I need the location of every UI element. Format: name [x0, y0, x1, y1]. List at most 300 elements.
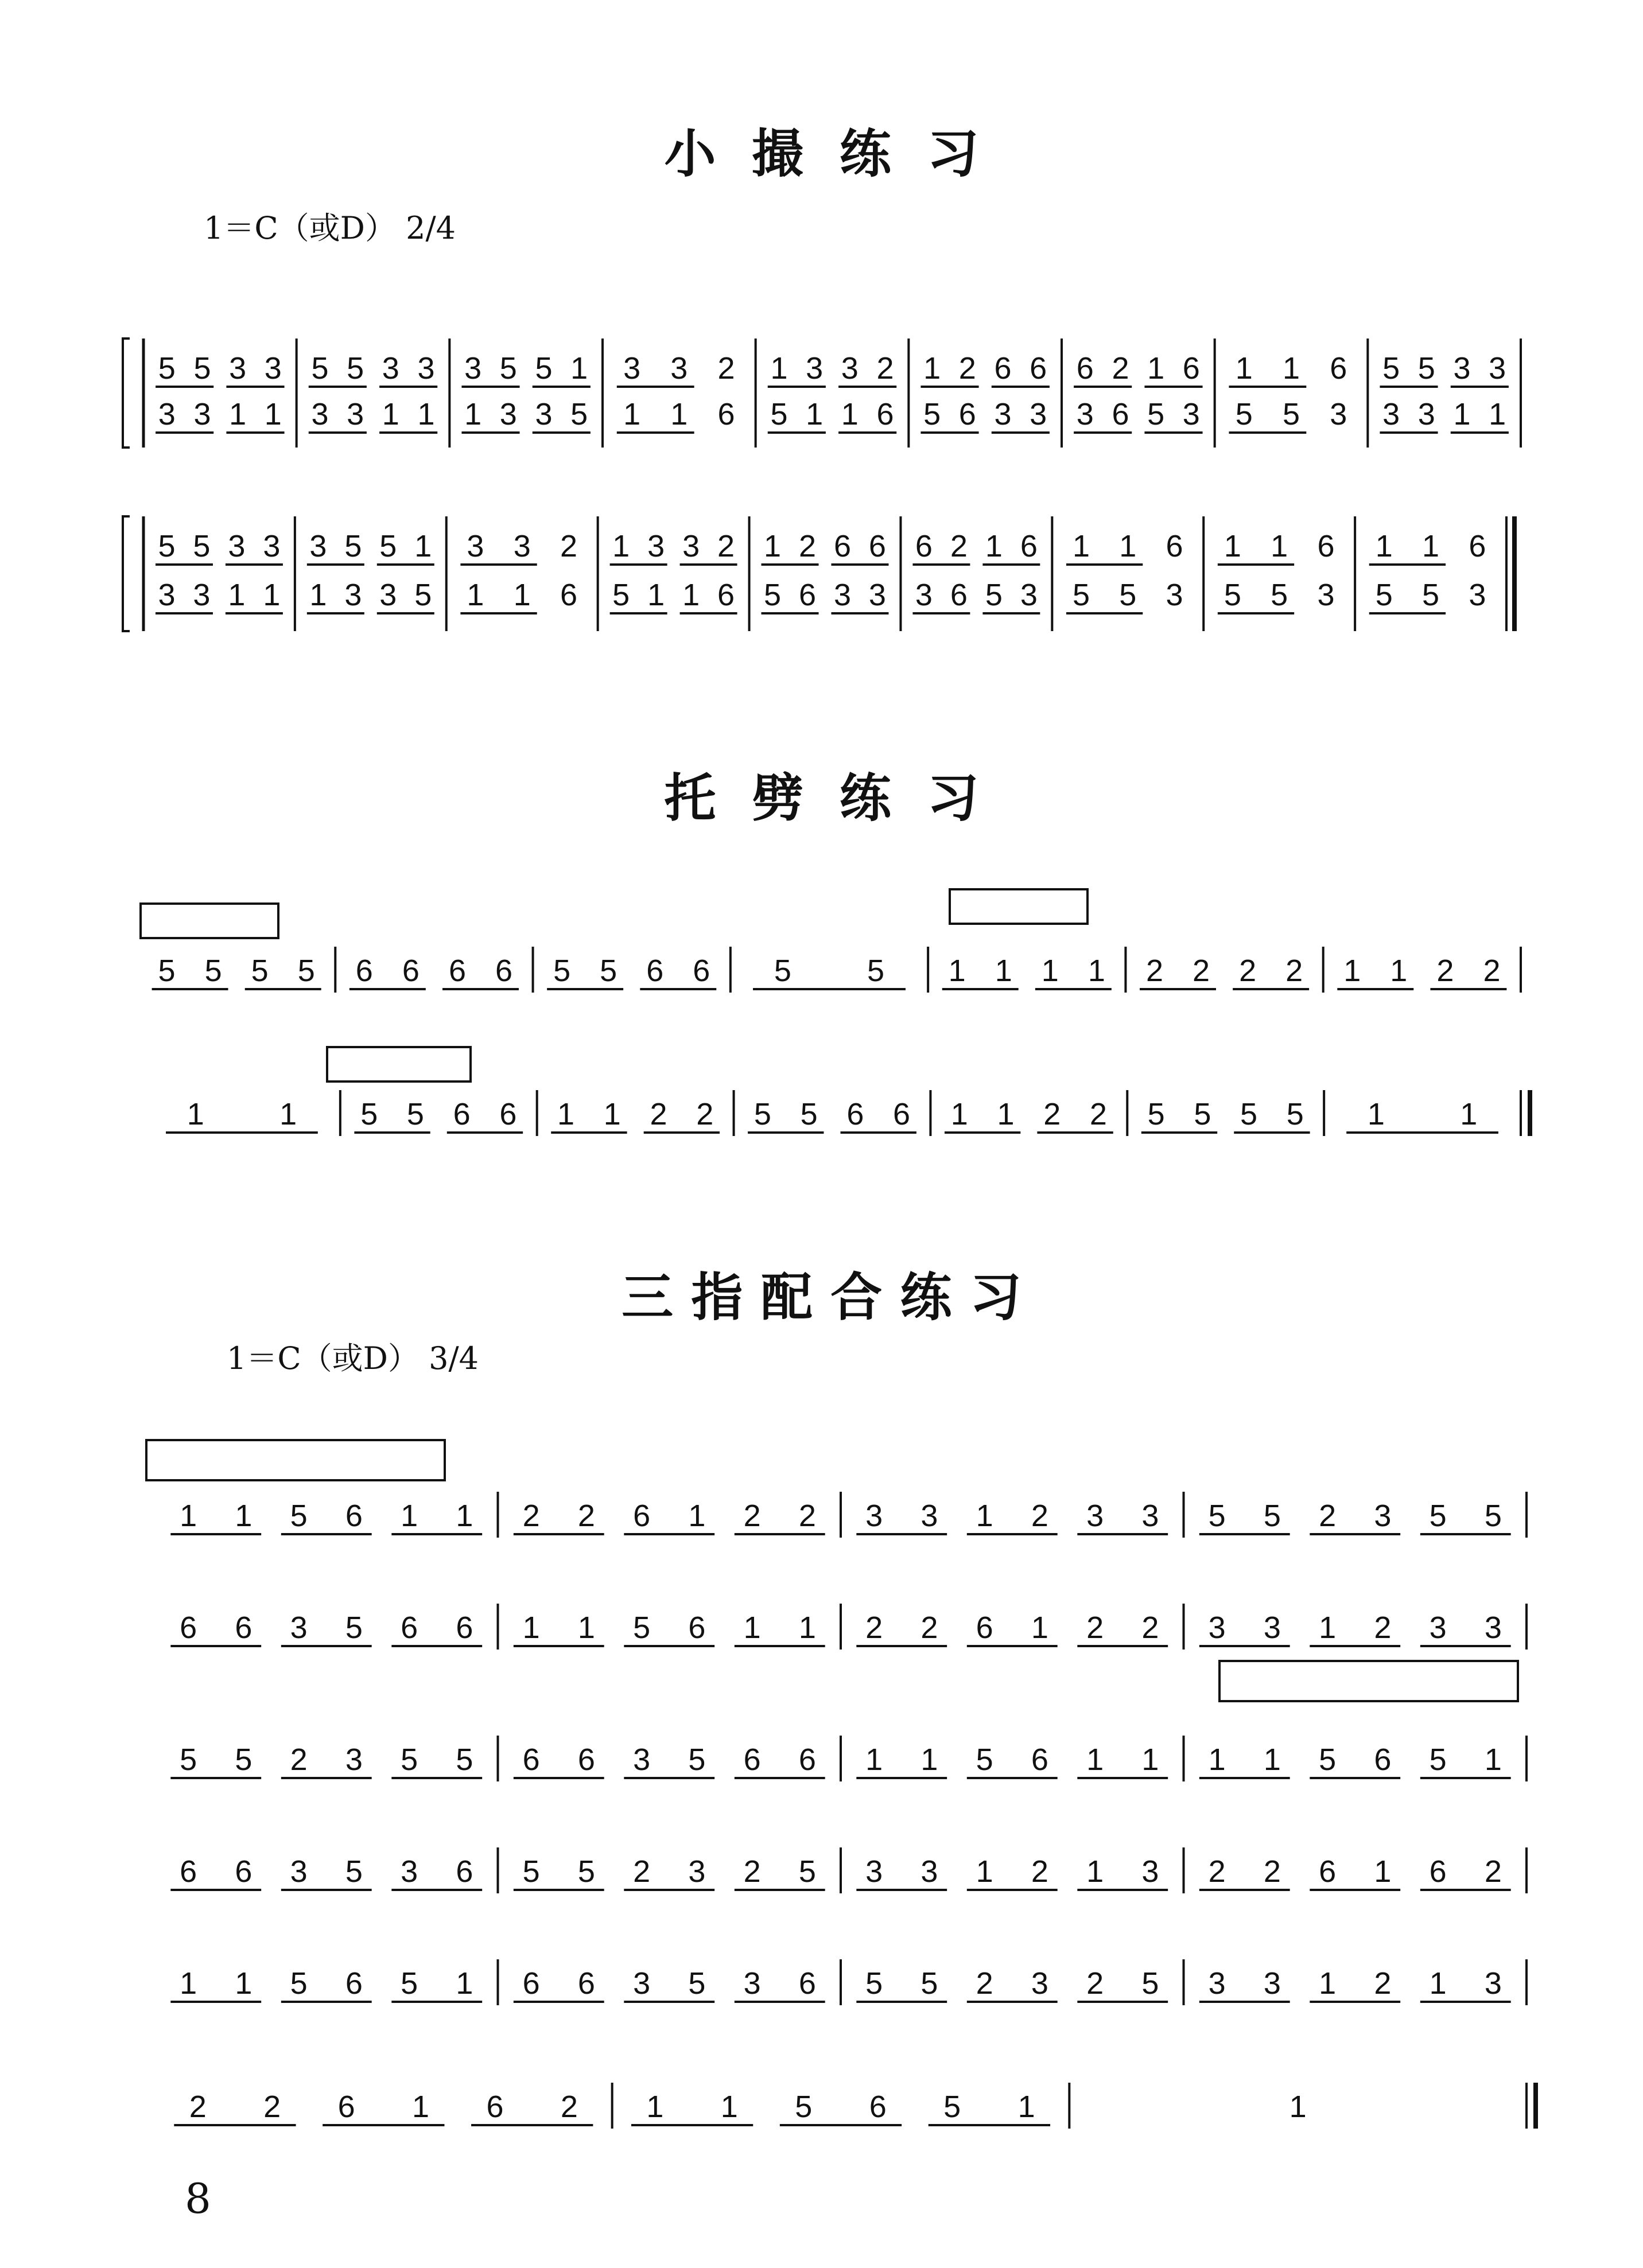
note: 5 — [1141, 1966, 1159, 2001]
note: 5 — [1240, 1097, 1258, 1131]
note: 5 — [193, 351, 211, 386]
note: 3 — [1076, 397, 1094, 431]
note: 5 — [1194, 1097, 1211, 1131]
note: 1 — [1319, 1966, 1337, 2001]
note: 3 — [1031, 1966, 1048, 2001]
note: 5 — [535, 351, 553, 386]
note: 3 — [920, 1499, 938, 1533]
note: 5 — [1072, 578, 1090, 612]
note: 1 — [263, 578, 281, 612]
note: 6 — [1076, 351, 1094, 386]
note: 5 — [770, 397, 788, 431]
note: 5 — [985, 578, 1003, 612]
note: 5 — [943, 2090, 961, 2124]
note: 6 — [355, 954, 373, 988]
note: 5 — [1147, 397, 1165, 431]
note: 1 — [180, 1966, 197, 2001]
note: 2 — [976, 1966, 993, 2001]
note: 3 — [1489, 351, 1506, 386]
note: 5 — [1271, 578, 1288, 612]
note: 1 — [764, 529, 782, 563]
note: 6 — [577, 1742, 595, 1777]
note: 3 — [1208, 1610, 1226, 1645]
note: 1 — [603, 1097, 621, 1131]
note: 3 — [841, 351, 859, 386]
note: 3 — [264, 351, 282, 386]
note: 5 — [612, 578, 630, 612]
note: 3 — [1429, 1610, 1447, 1645]
note: 6 — [180, 1610, 197, 1645]
note: 3 — [1141, 1499, 1159, 1533]
note: 1 — [235, 1966, 253, 2001]
note: 2 — [1141, 1610, 1159, 1645]
note: 5 — [1119, 578, 1137, 612]
note: 1 — [976, 1499, 993, 1533]
note: 5 — [235, 1742, 253, 1777]
note: 5 — [290, 1499, 308, 1533]
note: 1 — [1223, 529, 1241, 563]
note: 1 — [1147, 351, 1165, 386]
note: 5 — [798, 1854, 816, 1889]
note: 1 — [1087, 954, 1105, 988]
note: 3 — [633, 1742, 651, 1777]
note: 3 — [865, 1499, 883, 1533]
note: 3 — [743, 1966, 761, 2001]
note: 1 — [1460, 1097, 1478, 1131]
note: 6 — [976, 1610, 993, 1645]
note: 1 — [743, 1610, 761, 1645]
note: 6 — [915, 529, 933, 563]
note: 2 — [263, 2090, 281, 2124]
note: 1 — [1119, 529, 1137, 563]
note: 3 — [401, 1854, 418, 1889]
note: 5 — [345, 1610, 363, 1645]
note: 3 — [1086, 1499, 1104, 1533]
note: 1 — [412, 2090, 430, 2124]
note: 5 — [414, 578, 432, 612]
note: 3 — [688, 1854, 706, 1889]
note: 6 — [1030, 351, 1047, 386]
system-bracket — [123, 516, 130, 631]
note: 3 — [994, 397, 1012, 431]
note: 1 — [612, 529, 630, 563]
note: 2 — [1089, 1097, 1107, 1131]
note: 3 — [513, 529, 531, 563]
note: 1 — [798, 1610, 816, 1645]
note: 3 — [263, 529, 281, 563]
note: 5 — [406, 1097, 424, 1131]
note: 5 — [360, 1097, 378, 1131]
note: 1 — [1235, 351, 1253, 386]
note: 1 — [1484, 1742, 1502, 1777]
note: 5 — [688, 1742, 706, 1777]
note: 6 — [1020, 529, 1038, 563]
note: 6 — [688, 1610, 706, 1645]
note: 1 — [682, 578, 700, 612]
note: 3 — [158, 397, 176, 431]
note: 2 — [1374, 1610, 1392, 1645]
note: 5 — [1147, 1097, 1165, 1131]
note: 2 — [1086, 1610, 1104, 1645]
note: 6 — [456, 1854, 473, 1889]
note: 6 — [798, 1966, 816, 2001]
note: 3 — [499, 397, 517, 431]
note: 6 — [337, 2090, 355, 2124]
note: 2 — [1208, 1854, 1226, 1889]
note: 6 — [560, 578, 578, 612]
note: 5 — [1263, 1499, 1281, 1533]
note: 6 — [798, 578, 817, 612]
note: 3 — [806, 351, 824, 386]
note: 5 — [774, 954, 791, 988]
note: 6 — [1166, 529, 1183, 563]
note: 6 — [646, 954, 664, 988]
note: 5 — [577, 1854, 595, 1889]
note: 3 — [647, 529, 665, 563]
note: 5 — [158, 351, 176, 386]
note: 3 — [920, 1854, 938, 1889]
note: 3 — [417, 351, 435, 386]
note: 1 — [770, 351, 788, 386]
note: 2 — [633, 1854, 651, 1889]
note: 5 — [600, 954, 617, 988]
note: 5 — [522, 1854, 540, 1889]
note: 6 — [846, 1097, 864, 1131]
note: 1 — [1271, 529, 1288, 563]
note: 5 — [1429, 1499, 1447, 1533]
note: 6 — [633, 1499, 651, 1533]
note: 6 — [1182, 351, 1200, 386]
note: 5 — [633, 1610, 651, 1645]
note: 6 — [994, 351, 1012, 386]
note: 6 — [1330, 351, 1347, 386]
note: 2 — [717, 351, 735, 386]
note: 1 — [720, 2090, 738, 2124]
note: 3 — [682, 529, 700, 563]
note: 2 — [1031, 1854, 1048, 1889]
note: 1 — [417, 397, 435, 431]
note: 3 — [1484, 1966, 1502, 2001]
note: 6 — [345, 1966, 363, 2001]
note: 3 — [309, 529, 327, 563]
note: 1 — [229, 397, 247, 431]
note: 2 — [1031, 1499, 1048, 1533]
note: 1 — [1390, 954, 1408, 988]
note: 3 — [193, 397, 211, 431]
note: 1 — [522, 1610, 540, 1645]
note: 3 — [1374, 1499, 1392, 1533]
note: 2 — [522, 1499, 540, 1533]
note: 1 — [920, 1742, 938, 1777]
note: 5 — [1235, 397, 1253, 431]
note: 6 — [453, 1097, 471, 1131]
note: 1 — [1453, 397, 1471, 431]
note: 5 — [193, 529, 211, 563]
section-title-xiaocuo: 小 撮 练 习 — [664, 124, 979, 184]
note: 1 — [1041, 954, 1059, 988]
note: 5 — [800, 1097, 818, 1131]
fingering-box — [1219, 1661, 1518, 1701]
note: 1 — [948, 954, 966, 988]
note: 2 — [1145, 954, 1163, 988]
note: 2 — [798, 529, 817, 563]
note: 1 — [1375, 529, 1393, 563]
note: 1 — [1263, 1742, 1281, 1777]
note: 6 — [522, 1742, 540, 1777]
note: 3 — [1166, 578, 1183, 612]
note: 6 — [798, 1742, 816, 1777]
note: 1 — [1343, 954, 1361, 988]
note: 3 — [464, 351, 482, 386]
note: 3 — [868, 578, 886, 612]
note: 1 — [1422, 529, 1440, 563]
note: 6 — [1469, 529, 1486, 563]
fingering-box — [141, 904, 278, 938]
note: 6 — [717, 578, 735, 612]
note: 6 — [1374, 1742, 1392, 1777]
fingering-box — [146, 1440, 445, 1480]
note: 1 — [623, 397, 641, 431]
note: 1 — [1429, 1966, 1447, 2001]
note: 1 — [1289, 2090, 1307, 2124]
note: 3 — [467, 529, 484, 563]
note: 5 — [158, 529, 176, 563]
note: 6 — [1031, 1742, 1048, 1777]
note: 1 — [806, 397, 824, 431]
note: 3 — [193, 578, 211, 612]
note: 3 — [347, 397, 364, 431]
note: 5 — [297, 954, 315, 988]
note: 6 — [1319, 1854, 1337, 1889]
note: 6 — [1317, 529, 1335, 563]
note: 1 — [997, 1097, 1015, 1131]
note: 5 — [379, 529, 397, 563]
note: 1 — [865, 1742, 883, 1777]
note: 6 — [833, 529, 852, 563]
note: 2 — [876, 351, 894, 386]
note: 6 — [456, 1610, 473, 1645]
note: 3 — [228, 529, 246, 563]
note: 1 — [1141, 1742, 1159, 1777]
note: 5 — [401, 1966, 418, 2001]
note: 1 — [382, 397, 399, 431]
note: 2 — [1285, 954, 1303, 988]
note: 2 — [189, 2090, 207, 2124]
note: 1 — [456, 1966, 473, 2001]
note: 5 — [456, 1742, 473, 1777]
note: 1 — [577, 1610, 595, 1645]
note: 1 — [995, 954, 1012, 988]
note: 2 — [696, 1097, 714, 1131]
note: 3 — [915, 578, 933, 612]
fingering-box — [950, 889, 1087, 924]
note: 5 — [570, 397, 588, 431]
note: 3 — [1382, 397, 1400, 431]
note: 5 — [311, 351, 329, 386]
note: 5 — [1417, 351, 1435, 386]
key-signature-section3: 1＝C（或D） 3/4 — [227, 1340, 479, 1376]
note: 5 — [688, 1966, 706, 2001]
note: 6 — [893, 1097, 911, 1131]
note: 1 — [279, 1097, 297, 1131]
note: 6 — [1429, 1854, 1447, 1889]
note: 2 — [1193, 954, 1210, 988]
note: 2 — [798, 1499, 816, 1533]
note: 2 — [560, 2090, 578, 2124]
note: 3 — [535, 397, 553, 431]
note: 5 — [976, 1742, 993, 1777]
note: 6 — [448, 954, 466, 988]
note: 1 — [187, 1097, 204, 1131]
note: 5 — [1208, 1499, 1226, 1533]
note: 3 — [1263, 1610, 1281, 1645]
note: 1 — [456, 1499, 473, 1533]
note: 5 — [499, 351, 517, 386]
note: 5 — [345, 1854, 363, 1889]
note: 6 — [401, 1610, 418, 1645]
note: 6 — [958, 397, 976, 431]
note: 5 — [1484, 1499, 1502, 1533]
note: 1 — [235, 1499, 253, 1533]
note: 5 — [1286, 1097, 1304, 1131]
note: 3 — [1469, 578, 1486, 612]
note: 1 — [1282, 351, 1300, 386]
note: 3 — [1208, 1966, 1226, 2001]
key-signature-section1: 1＝C（或D） 2/4 — [204, 210, 456, 246]
note: 3 — [833, 578, 852, 612]
note: 1 — [976, 1854, 993, 1889]
note: 2 — [650, 1097, 667, 1131]
note: 6 — [868, 529, 886, 563]
note: 3 — [1263, 1966, 1281, 2001]
note: 2 — [1436, 954, 1454, 988]
note: 5 — [923, 397, 941, 431]
note: 5 — [344, 529, 362, 563]
note: 3 — [1417, 397, 1435, 431]
note: 3 — [623, 351, 641, 386]
note: 5 — [1282, 397, 1300, 431]
note: 1 — [1489, 397, 1506, 431]
note: 2 — [1484, 1854, 1502, 1889]
note: 1 — [180, 1499, 197, 1533]
note: 3 — [311, 397, 329, 431]
note: 6 — [180, 1854, 197, 1889]
note: 5 — [867, 954, 885, 988]
note: 3 — [1141, 1854, 1159, 1889]
note: 1 — [841, 397, 859, 431]
note: 1 — [1367, 1097, 1385, 1131]
section-title-sanzhi: 三 指 配 合 练 习 — [622, 1267, 1021, 1328]
note: 1 — [688, 1499, 706, 1533]
note: 1 — [513, 578, 531, 612]
note: 6 — [345, 1499, 363, 1533]
note: 6 — [577, 1966, 595, 2001]
note: 1 — [1208, 1742, 1226, 1777]
note: 2 — [1112, 351, 1129, 386]
note: 5 — [1319, 1742, 1337, 1777]
note: 1 — [228, 578, 246, 612]
note: 2 — [950, 529, 968, 563]
note: 5 — [795, 2090, 813, 2124]
note: 1 — [923, 351, 941, 386]
note: 3 — [290, 1854, 308, 1889]
note: 3 — [229, 351, 247, 386]
note: 1 — [1086, 1742, 1104, 1777]
note: 3 — [1453, 351, 1471, 386]
note: 3 — [633, 1966, 651, 2001]
note: 5 — [920, 1966, 938, 2001]
note: 2 — [290, 1742, 308, 1777]
note: 3 — [1484, 1610, 1502, 1645]
section-title-tuopi: 托 劈 练 习 — [664, 768, 979, 828]
note: 6 — [522, 1966, 540, 2001]
note: 5 — [204, 954, 222, 988]
note: 5 — [753, 1097, 771, 1131]
note: 2 — [577, 1499, 595, 1533]
note: 1 — [1031, 1610, 1048, 1645]
note: 6 — [1112, 397, 1129, 431]
note: 5 — [401, 1742, 418, 1777]
note: 5 — [1382, 351, 1400, 386]
note: 6 — [869, 2090, 887, 2124]
note: 1 — [570, 351, 588, 386]
note: 5 — [180, 1742, 197, 1777]
page-number: 8 — [185, 2174, 211, 2223]
note: 1 — [985, 529, 1003, 563]
note: 6 — [495, 954, 513, 988]
note: 6 — [717, 397, 735, 431]
note: 6 — [499, 1097, 517, 1131]
note: 3 — [344, 578, 362, 612]
note: 1 — [264, 397, 282, 431]
note: 1 — [1086, 1854, 1104, 1889]
note: 2 — [1483, 954, 1501, 988]
note: 2 — [958, 351, 976, 386]
note: 6 — [743, 1742, 761, 1777]
note: 6 — [693, 954, 710, 988]
note: 2 — [1319, 1499, 1337, 1533]
note: 2 — [1043, 1097, 1061, 1131]
system-bracket — [123, 339, 130, 448]
note: 3 — [1020, 578, 1038, 612]
note: 3 — [345, 1742, 363, 1777]
note: 6 — [950, 578, 968, 612]
note: 2 — [743, 1854, 761, 1889]
note: 2 — [865, 1610, 883, 1645]
note: 1 — [557, 1097, 575, 1131]
note: 1 — [1072, 529, 1090, 563]
note: 6 — [876, 397, 894, 431]
note: 3 — [158, 578, 176, 612]
note: 1 — [646, 2090, 664, 2124]
note: 2 — [560, 529, 578, 563]
note: 3 — [382, 351, 399, 386]
note: 1 — [464, 397, 482, 431]
note: 2 — [920, 1610, 938, 1645]
note: 3 — [1330, 397, 1347, 431]
note: 5 — [1375, 578, 1393, 612]
note: 6 — [486, 2090, 504, 2124]
note: 3 — [1317, 578, 1335, 612]
note: 1 — [647, 578, 665, 612]
note: 1 — [1374, 1854, 1392, 1889]
note: 3 — [865, 1854, 883, 1889]
note: 1 — [309, 578, 327, 612]
note: 2 — [1263, 1854, 1281, 1889]
note: 2 — [1374, 1966, 1392, 2001]
note: 5 — [1429, 1742, 1447, 1777]
note: 5 — [158, 954, 176, 988]
